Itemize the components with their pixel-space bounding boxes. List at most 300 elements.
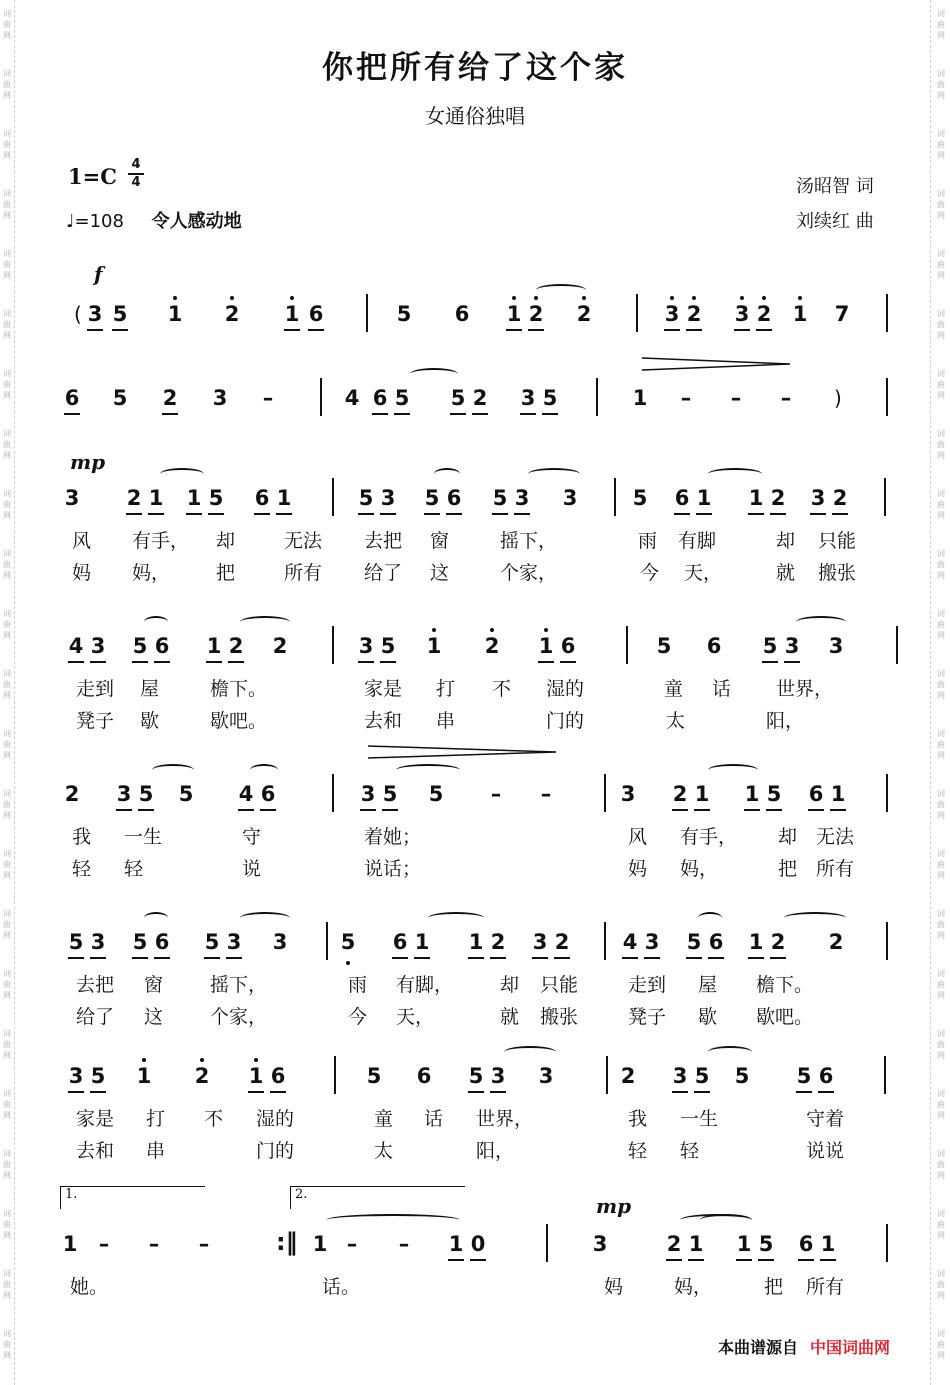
lyric-r8-v1-5: 把 [764, 1276, 784, 1298]
note-r6-11: 1 [465, 930, 487, 954]
note-r7-3: 1 [133, 1064, 155, 1088]
lyric-r3-v1-7: 摇下， [500, 530, 558, 552]
slur-r8-1 [326, 1214, 460, 1226]
note-r8-11: 2 [663, 1232, 685, 1256]
watermark-text: 词曲网 [3, 1329, 11, 1360]
barline-r8-2 [886, 1224, 888, 1262]
lyric-r4-v2-8: 阳， [766, 710, 805, 732]
note-r2-15: – [730, 386, 742, 410]
watermark-text: 词曲网 [937, 1149, 945, 1180]
note-r8-5: 1 [312, 1232, 328, 1256]
note-r3-1: 3 [64, 486, 80, 510]
barline-r6-3 [886, 922, 888, 960]
note-r6-6: 3 [223, 930, 245, 954]
note-r4-13: 6 [557, 634, 579, 658]
dynamic-mp-2: mp [596, 1194, 632, 1218]
note-r3-15: 5 [632, 486, 648, 510]
note-r4-2: 3 [87, 634, 109, 658]
note-r5-9: 5 [428, 782, 444, 806]
note-r4-14: 5 [656, 634, 672, 658]
lyric-r3-v1-6: 窗 [430, 530, 450, 552]
note-r7-14: 5 [691, 1064, 713, 1088]
open-parenthesis: ( [74, 302, 82, 326]
watermark-text: 词曲网 [937, 1089, 945, 1120]
watermark-text: 词曲网 [937, 1329, 945, 1360]
slur-r7-1 [504, 1046, 556, 1058]
note-r5-17: 6 [805, 782, 827, 806]
note-r6-8: 5 [337, 930, 359, 954]
note-r1-1: 3 [84, 302, 106, 326]
lyric-r3-v2-1: 妈 [72, 562, 92, 584]
lyric-r3-v1-9: 有脚 [678, 530, 717, 552]
barline-r3-1 [332, 478, 334, 516]
lyric-r5-v2-2: 轻 [124, 858, 144, 880]
repeat-sign: :‖ [276, 1228, 298, 1256]
watermark-text: 词曲网 [3, 369, 11, 400]
note-r7-4: 2 [191, 1064, 213, 1088]
lyric-r6-v1-6: 却 [500, 974, 520, 996]
note-r5-13: 2 [669, 782, 691, 806]
slur-r6-4 [698, 912, 722, 924]
note-r6-17: 5 [683, 930, 705, 954]
note-r1-13: 2 [683, 302, 705, 326]
barline-r2-1 [320, 378, 322, 416]
slur-r6-1 [144, 912, 168, 924]
watermark-text: 词曲网 [3, 789, 11, 820]
lyric-r5-v2-4: 说话； [364, 858, 422, 880]
lyric-r4-v1-5: 打 [436, 678, 456, 700]
lyric-r5-v2-5: 妈 [628, 858, 648, 880]
slur-r4-2 [240, 616, 290, 628]
lyric-r5-v2-3: 说 [242, 858, 262, 880]
lyric-r6-v1-9: 屋 [698, 974, 718, 996]
lyric-r7-v1-10: 守着 [806, 1108, 845, 1130]
lyric-r3-v1-10: 却 [776, 530, 796, 552]
barline-r2-2 [596, 378, 598, 416]
watermark-text: 词曲网 [937, 1209, 945, 1240]
note-r3-19: 2 [767, 486, 789, 510]
lyric-r7-v1-8: 我 [628, 1108, 648, 1130]
lyric-r4-v2-3: 歇吧。 [210, 710, 268, 732]
note-r1-12: 3 [661, 302, 683, 326]
lyric-r3-v1-5: 去把 [364, 530, 403, 552]
note-r6-5: 5 [201, 930, 223, 954]
note-r3-7: 1 [273, 486, 295, 510]
watermark-text: 词曲网 [3, 1209, 11, 1240]
lyric-r6-v2-10: 歇吧。 [756, 1006, 814, 1028]
note-r7-15: 5 [734, 1064, 750, 1088]
lyric-r6-v1-10: 檐下。 [756, 974, 814, 996]
lyric-r7-v1-9: 一生 [680, 1108, 719, 1130]
source-footer [718, 1335, 890, 1358]
lyric-r3-v2-4: 所有 [284, 562, 323, 584]
lyric-r5-v2-1: 轻 [72, 858, 92, 880]
lyric-r7-v2-1: 去和 [76, 1140, 115, 1162]
note-r8-16: 1 [817, 1232, 839, 1256]
note-r1-11: 2 [573, 302, 595, 326]
note-r5-3: 5 [135, 782, 157, 806]
slur-r2-1 [410, 368, 458, 380]
barline-r5-2 [604, 774, 606, 812]
barline-r1-3 [886, 294, 888, 332]
note-r3-10: 5 [421, 486, 443, 510]
watermark-text: 词曲网 [937, 129, 945, 160]
note-r5-8: 5 [379, 782, 401, 806]
note-r4-5: 1 [203, 634, 225, 658]
note-r1-3: 1 [164, 302, 186, 326]
note-r7-13: 3 [669, 1064, 691, 1088]
note-r7-9: 5 [465, 1064, 487, 1088]
lyric-r7-v1-7: 世界， [476, 1108, 534, 1130]
lyric-r6-v2-5: 天， [396, 1006, 435, 1028]
note-r3-5: 5 [205, 486, 227, 510]
note-r2-12: 5 [539, 386, 561, 410]
lyric-r4-v2-7: 太 [666, 710, 686, 732]
watermark-text: 词曲网 [3, 609, 11, 640]
watermark-text: 词曲网 [3, 1149, 11, 1180]
note-r5-4: 5 [178, 782, 194, 806]
lyric-r6-v1-3: 摇下， [210, 974, 268, 996]
watermark-text: 词曲网 [3, 1029, 11, 1060]
note-r1-7: 5 [396, 302, 412, 326]
note-r7-17: 6 [815, 1064, 837, 1088]
lyric-r3-v1-2: 有手， [132, 530, 190, 552]
watermark-text: 词曲网 [937, 609, 945, 640]
note-r5-10: – [490, 782, 502, 806]
note-r6-3: 5 [129, 930, 151, 954]
barline-r7-3 [884, 1056, 886, 1094]
note-r6-7: 3 [272, 930, 288, 954]
lyric-r6-v2-1: 给了 [76, 1006, 115, 1028]
note-r6-18: 6 [705, 930, 727, 954]
barline-r6-1 [326, 922, 328, 960]
lyric-r4-v1-8: 童 [664, 678, 684, 700]
lyric-r6-v2-7: 搬张 [540, 1006, 579, 1028]
watermark-text: 词曲网 [937, 969, 945, 1000]
lyric-r4-v2-2: 歇 [140, 710, 160, 732]
volta-2: 2. [290, 1186, 465, 1209]
lyric-r5-v1-4: 着她； [364, 826, 422, 848]
watermark-text: 词曲网 [3, 9, 11, 40]
watermark-text: 词曲网 [3, 909, 11, 940]
note-r3-20: 3 [807, 486, 829, 510]
lyric-r3-v2-9: 天， [684, 562, 723, 584]
note-r6-15: 4 [619, 930, 641, 954]
lyric-r3-v2-3: 把 [216, 562, 236, 584]
note-r1-5: 1 [281, 302, 303, 326]
note-r7-7: 5 [366, 1064, 382, 1088]
note-r4-18: 3 [828, 634, 844, 658]
note-r3-3: 1 [145, 486, 167, 510]
note-r2-11: 3 [517, 386, 539, 410]
lyric-r4-v1-2: 屋 [140, 678, 160, 700]
lyric-r5-v2-8: 所有 [816, 858, 855, 880]
note-r8-12: 1 [685, 1232, 707, 1256]
barline-r7-2 [606, 1056, 608, 1094]
site-name: 中国词曲网 [810, 1338, 891, 1357]
note-r3-2: 2 [123, 486, 145, 510]
lyric-r7-v1-2: 打 [146, 1108, 166, 1130]
note-r3-8: 5 [355, 486, 377, 510]
watermark-text: 词曲网 [937, 909, 945, 940]
slur-r4-3 [796, 616, 846, 628]
lyric-r7-v1-6: 话 [424, 1108, 444, 1130]
lyric-r5-v1-5: 风 [628, 826, 648, 848]
note-r6-16: 3 [641, 930, 663, 954]
note-r2-7: 6 [369, 386, 391, 410]
note-r2-1: 6 [61, 386, 83, 410]
lyric-r3-v2-2: 妈， [132, 562, 171, 584]
lyric-r7-v1-5: 童 [374, 1108, 394, 1130]
note-r7-11: 3 [538, 1064, 554, 1088]
note-r7-6: 6 [267, 1064, 289, 1088]
lyric-r4-v1-1: 走到 [76, 678, 115, 700]
watermark-text: 词曲网 [3, 309, 11, 340]
note-r6-20: 2 [767, 930, 789, 954]
slur-r3-1 [160, 468, 204, 480]
lyric-r3-v2-5: 给了 [364, 562, 403, 584]
note-r6-19: 1 [745, 930, 767, 954]
lyric-r3-v2-10: 就 [776, 562, 796, 584]
note-r1-10: 2 [525, 302, 547, 326]
note-r1-14: 3 [731, 302, 753, 326]
lyric-r3-v1-8: 雨 [638, 530, 658, 552]
tempo-mark: ♩=108 [66, 211, 124, 232]
note-r5-15: 1 [741, 782, 763, 806]
lyric-r7-v2-2: 串 [146, 1140, 166, 1162]
note-r6-10: 1 [411, 930, 433, 954]
watermark-text: 词曲网 [937, 429, 945, 460]
expression-mark: 令人感动地 [151, 211, 242, 232]
watermark-text: 词曲网 [3, 1089, 11, 1120]
slur-r6-2 [240, 912, 290, 924]
lyric-r5-v1-6: 有手， [680, 826, 738, 848]
right-edge-line [930, 0, 931, 1385]
lyric-r6-v1-5: 有脚， [396, 974, 454, 996]
lyric-r8-v1-6: 所有 [806, 1276, 845, 1298]
watermark-text: 词曲网 [3, 429, 11, 460]
watermark-text: 词曲网 [3, 189, 11, 220]
lyric-r6-v1-4: 雨 [348, 974, 368, 996]
lyric-r5-v1-2: 一生 [124, 826, 163, 848]
lyric-r3-v2-11: 搬张 [818, 562, 857, 584]
note-r2-13: 1 [632, 386, 648, 410]
lyric-r8-v1-2: 话。 [322, 1276, 361, 1298]
slur-r3-2 [434, 468, 460, 480]
watermark-text: 词曲网 [3, 969, 11, 1000]
barline-r5-3 [886, 774, 888, 812]
note-r5-7: 3 [357, 782, 379, 806]
volta-1: 1. [60, 1186, 205, 1209]
lyric-r6-v1-8: 走到 [628, 974, 667, 996]
lyric-r6-v2-6: 就 [500, 1006, 520, 1028]
watermark-text: 词曲网 [937, 789, 945, 820]
lyric-r6-v1-1: 去把 [76, 974, 115, 996]
lyric-r5-v1-1: 我 [72, 826, 92, 848]
watermark-text: 词曲网 [937, 69, 945, 100]
lyric-r3-v1-4: 无法 [284, 530, 323, 552]
note-r5-16: 5 [763, 782, 785, 806]
note-r3-11: 6 [443, 486, 465, 510]
note-r3-13: 3 [511, 486, 533, 510]
lyric-r4-v2-1: 凳子 [76, 710, 115, 732]
lyric-r5-v2-6: 妈， [680, 858, 719, 880]
barline-r4-1 [332, 626, 334, 664]
slur-r8-3 [700, 1214, 752, 1226]
lyric-r8-v1-1: 她。 [70, 1276, 109, 1298]
note-r7-10: 3 [487, 1064, 509, 1088]
note-r1-6: 6 [305, 302, 327, 326]
slur-r5-2 [250, 764, 278, 776]
note-r3-12: 5 [489, 486, 511, 510]
lyric-r7-v1-4: 湿的 [256, 1108, 295, 1130]
left-edge-line [14, 0, 15, 1385]
watermark-text: 词曲网 [937, 9, 945, 40]
barline-r5-1 [332, 774, 334, 812]
lyric-r7-v1-3: 不 [204, 1108, 224, 1130]
lyric-r6-v2-9: 歇 [698, 1006, 718, 1028]
lyric-r4-v2-5: 串 [436, 710, 456, 732]
note-r3-14: 3 [562, 486, 578, 510]
slur-r5-3 [396, 764, 460, 776]
note-r4-7: 2 [272, 634, 288, 658]
note-r6-21: 2 [828, 930, 844, 954]
note-r4-16: 5 [759, 634, 781, 658]
barline-r4-3 [896, 626, 898, 664]
watermark-text: 词曲网 [3, 1269, 11, 1300]
lyric-r7-v2-5: 阳， [476, 1140, 515, 1162]
note-r5-12: 3 [620, 782, 636, 806]
lyric-r4-v1-4: 家是 [364, 678, 403, 700]
watermark-text: 词曲网 [937, 549, 945, 580]
lyric-r3-v1-11: 只能 [818, 530, 857, 552]
lyric-r7-v2-4: 太 [374, 1140, 394, 1162]
watermark-text: 词曲网 [937, 669, 945, 700]
watermark-text: 词曲网 [3, 129, 11, 160]
barline-r7-1 [334, 1056, 336, 1094]
watermark-text: 词曲网 [937, 1269, 945, 1300]
note-r2-2: 5 [112, 386, 128, 410]
note-r2-6: 4 [344, 386, 360, 410]
tempo-line [66, 207, 242, 233]
note-r2-4: 3 [212, 386, 228, 410]
note-r4-1: 4 [65, 634, 87, 658]
note-r7-12: 2 [620, 1064, 636, 1088]
note-r3-6: 6 [251, 486, 273, 510]
lyric-r5-v1-8: 无法 [816, 826, 855, 848]
lyric-r7-v1-1: 家是 [76, 1108, 115, 1130]
source-label: 本曲谱源自 [718, 1338, 799, 1357]
lyric-r7-v2-8: 说说 [806, 1140, 845, 1162]
close-parenthesis: ) [834, 386, 842, 410]
watermark-text: 词曲网 [3, 729, 11, 760]
note-r8-15: 6 [795, 1232, 817, 1256]
barline-r4-2 [626, 626, 628, 664]
note-r7-2: 5 [87, 1064, 109, 1088]
note-r2-9: 5 [447, 386, 469, 410]
lyric-r6-v1-7: 只能 [540, 974, 579, 996]
lyricist: 汤昭智 词 [796, 176, 874, 197]
note-r2-10: 2 [469, 386, 491, 410]
note-r6-13: 3 [529, 930, 551, 954]
decrescendo-hairpin-1 [640, 356, 795, 372]
note-r5-14: 1 [691, 782, 713, 806]
note-r8-6: – [346, 1232, 358, 1256]
watermark-text: 词曲网 [3, 849, 11, 880]
barline-r6-2 [604, 922, 606, 960]
lyric-r4-v1-6: 不 [492, 678, 512, 700]
watermark-text: 词曲网 [937, 309, 945, 340]
watermark-text: 词曲网 [3, 669, 11, 700]
lyric-r8-v1-4: 妈， [674, 1276, 713, 1298]
note-r4-12: 1 [535, 634, 557, 658]
note-r8-2: – [98, 1232, 110, 1256]
lyric-r7-v2-3: 门的 [256, 1140, 295, 1162]
watermark-text: 词曲网 [3, 489, 11, 520]
watermark-text: 词曲网 [937, 489, 945, 520]
song-subtitle: 女通俗独唱 [425, 104, 525, 128]
composer: 刘续红 曲 [796, 211, 874, 232]
note-r5-5: 4 [235, 782, 257, 806]
lyric-r3-v2-8: 今 [640, 562, 660, 584]
note-r4-9: 5 [377, 634, 399, 658]
lyric-r3-v2-7: 个家， [500, 562, 558, 584]
lyric-r4-v2-6: 门的 [546, 710, 585, 732]
note-r8-3: – [148, 1232, 160, 1256]
lyric-r4-v1-7: 湿的 [546, 678, 585, 700]
note-r2-8: 5 [391, 386, 413, 410]
lyric-r5-v2-7: 把 [778, 858, 798, 880]
note-r5-1: 2 [64, 782, 80, 806]
note-r8-13: 1 [733, 1232, 755, 1256]
note-r5-18: 1 [827, 782, 849, 806]
note-r2-3: 2 [159, 386, 181, 410]
note-r8-4: – [198, 1232, 210, 1256]
note-r1-17: 7 [834, 302, 850, 326]
lyric-r4-v1-9: 话 [712, 678, 732, 700]
note-r7-5: 1 [245, 1064, 267, 1088]
note-r6-12: 2 [487, 930, 509, 954]
watermark-text: 词曲网 [3, 249, 11, 280]
slur-r4-1 [144, 616, 168, 628]
note-r1-2: 5 [109, 302, 131, 326]
note-r1-8: 6 [454, 302, 470, 326]
barline-r8-1 [546, 1224, 548, 1262]
decrescendo-hairpin-2 [366, 744, 561, 760]
lyric-r5-v1-7: 却 [778, 826, 798, 848]
note-r8-9: 0 [467, 1232, 489, 1256]
note-r4-17: 3 [781, 634, 803, 658]
note-r3-21: 2 [829, 486, 851, 510]
note-r8-7: – [398, 1232, 410, 1256]
slur-r1-1 [536, 284, 586, 296]
slur-r6-5 [784, 912, 846, 924]
slur-r6-3 [428, 912, 484, 924]
note-r4-3: 5 [129, 634, 151, 658]
watermark-text: 词曲网 [937, 189, 945, 220]
lyric-r4-v1-3: 檐下。 [210, 678, 268, 700]
note-r4-10: 1 [423, 634, 445, 658]
note-r2-14: – [680, 386, 692, 410]
note-r4-8: 3 [355, 634, 377, 658]
note-r1-16: 1 [789, 302, 811, 326]
note-r5-6: 6 [257, 782, 279, 806]
barline-r1-1 [366, 294, 368, 332]
note-r5-11: – [540, 782, 552, 806]
note-r7-16: 5 [793, 1064, 815, 1088]
watermark-text: 词曲网 [937, 849, 945, 880]
lyric-r8-v1-3: 妈 [604, 1276, 624, 1298]
